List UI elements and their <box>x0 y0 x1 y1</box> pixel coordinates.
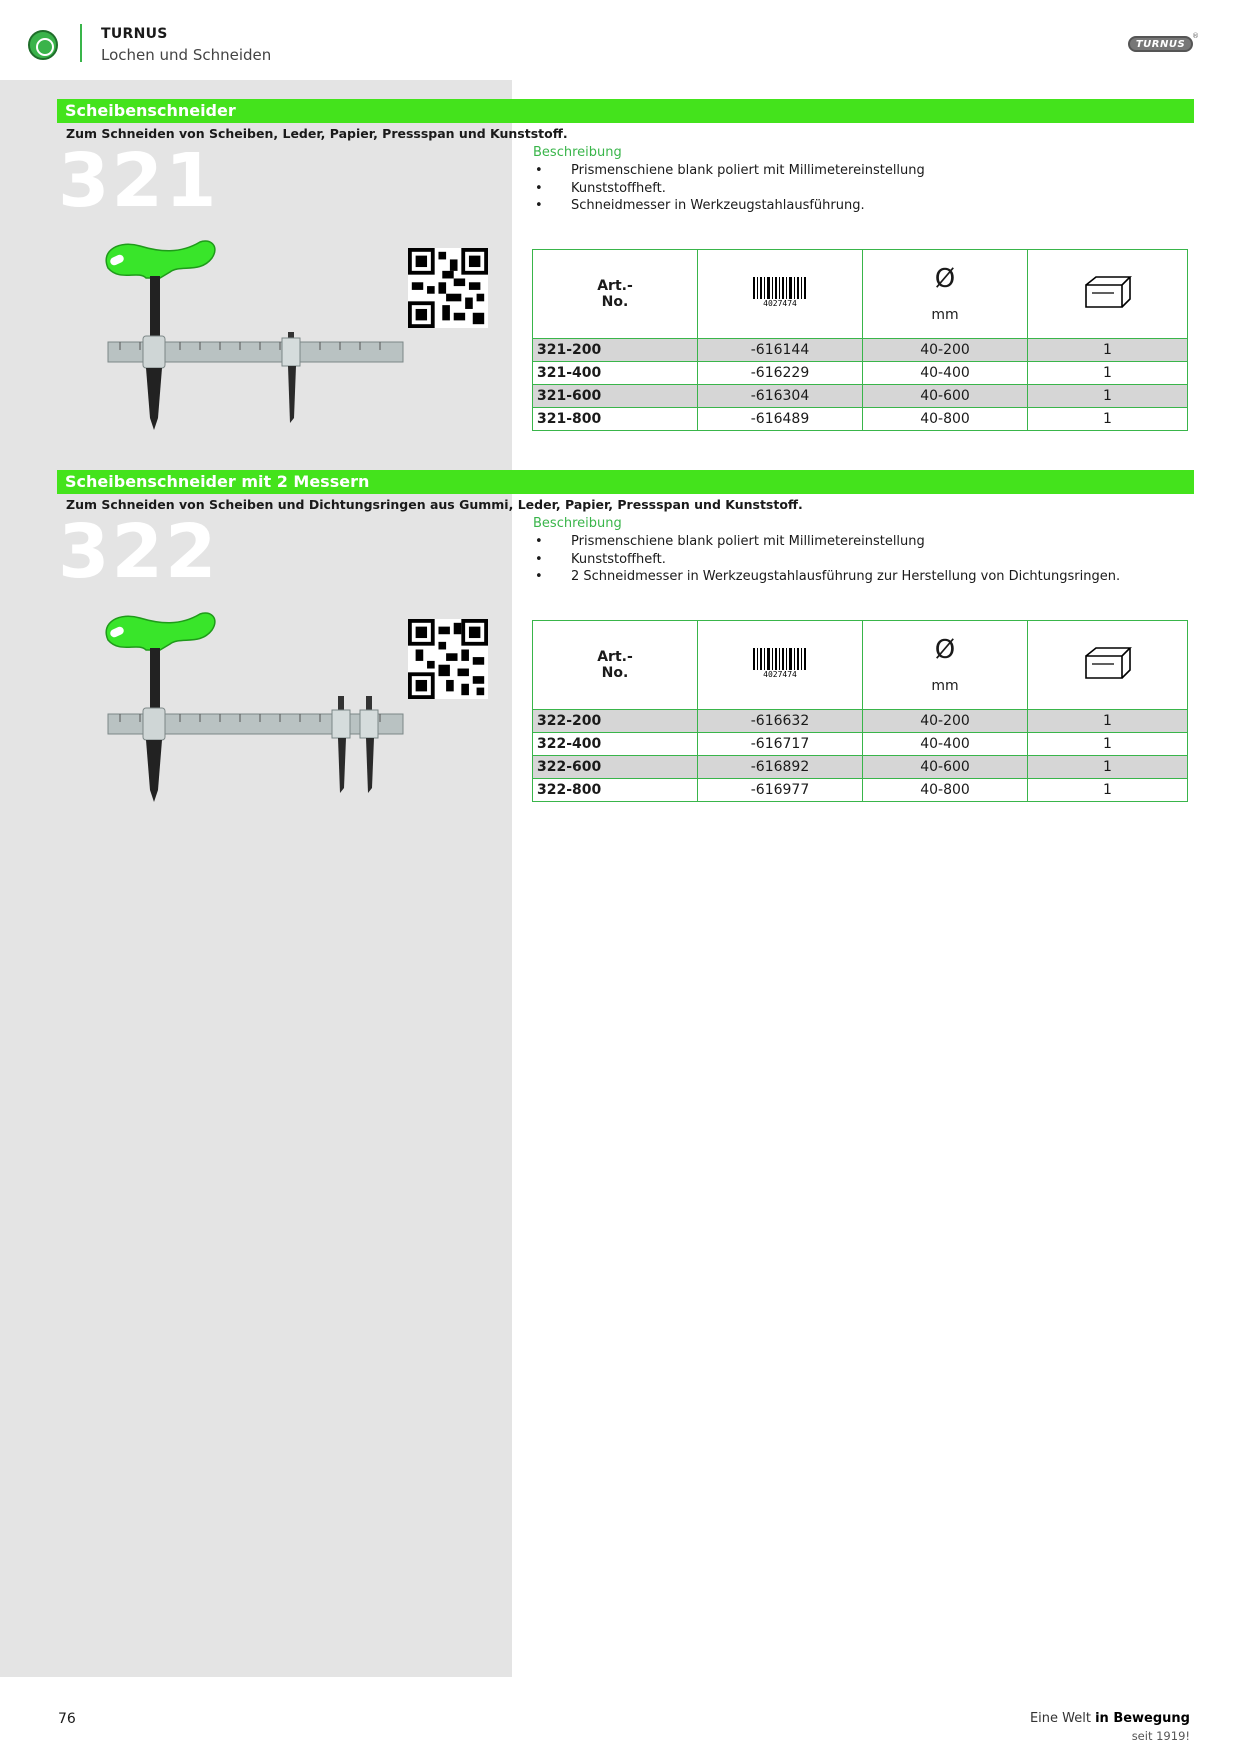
section-title-322: Scheibenschneider mit 2 Messern <box>57 470 1194 494</box>
col-header-art-no: Art.- No. <box>533 621 698 710</box>
cell-qty: 1 <box>1028 779 1188 802</box>
cell-ean: -616977 <box>698 779 863 802</box>
description-heading-322: Beschreibung <box>533 516 622 531</box>
cell-ean: -616717 <box>698 733 863 756</box>
turnus-brand-badge: TURNUS <box>1128 36 1193 52</box>
table-header-row <box>533 250 1188 339</box>
cell-range: 40-800 <box>863 779 1028 802</box>
bullet-item: • 2 Schneidmesser in Werkzeugstahlausführung zur Herstellung von Dichtungsringen. <box>533 568 1120 586</box>
table-row <box>533 756 1188 779</box>
cell-qty: 1 <box>1028 385 1188 408</box>
col-header-diameter <box>863 250 1028 339</box>
cell-art: 321-400 <box>533 362 698 385</box>
diameter-icon: Ø <box>934 264 956 294</box>
col-header-ean <box>698 250 863 339</box>
barcode-text: 4027474 <box>763 299 797 307</box>
col-header-packaging <box>1028 621 1188 710</box>
table-row <box>533 779 1188 802</box>
footer-since: seit 1919! <box>1131 1729 1190 1743</box>
cell-qty: 1 <box>1028 710 1188 733</box>
header-subtitle: Lochen und Schneiden <box>101 46 272 64</box>
cell-ean: -616304 <box>698 385 863 408</box>
cell-art: 322-600 <box>533 756 698 779</box>
cell-art: 321-600 <box>533 385 698 408</box>
cell-range: 40-400 <box>863 733 1028 756</box>
barcode-icon <box>753 277 807 307</box>
col-header-diameter <box>863 621 1028 710</box>
barcode-icon <box>753 648 807 678</box>
cell-qty: 1 <box>1028 339 1188 362</box>
cell-qty: 1 <box>1028 756 1188 779</box>
table-row <box>533 385 1188 408</box>
barcode-text: 4027474 <box>763 670 797 678</box>
qr-code-icon <box>408 619 488 699</box>
bullet-item: • Prismenschiene blank poliert mit Millimetereinstellung <box>533 533 1120 551</box>
cell-art: 321-200 <box>533 339 698 362</box>
article-table-321 <box>532 249 1188 431</box>
cell-range: 40-200 <box>863 339 1028 362</box>
cell-art: 322-200 <box>533 710 698 733</box>
cell-range: 40-400 <box>863 362 1028 385</box>
bullet-item: • Schneidmesser in Werkzeugstahlausführung. <box>533 197 925 215</box>
section-lead-322: Zum Schneiden von Scheiben und Dichtungsringen aus Gummi, Leder, Papier, Pressspan und Kunststoff. <box>66 497 803 512</box>
header-divider <box>80 24 82 62</box>
slogan-prefix: Eine Welt <box>1029 1711 1096 1726</box>
header-brand: TURNUS <box>101 26 168 42</box>
diameter-unit: mm <box>931 678 959 694</box>
circle-cutter-image-321 <box>100 238 410 438</box>
cell-ean: -616892 <box>698 756 863 779</box>
col-header-ean <box>698 621 863 710</box>
cell-range: 40-800 <box>863 408 1028 431</box>
cell-art: 322-400 <box>533 733 698 756</box>
section-title-321: Scheibenschneider <box>57 99 1194 123</box>
cell-ean: -616489 <box>698 408 863 431</box>
cell-ean: -616144 <box>698 339 863 362</box>
cell-qty: 1 <box>1028 408 1188 431</box>
diameter-icon: Ø <box>934 635 956 665</box>
cell-qty: 1 <box>1028 733 1188 756</box>
article-number-322: 322 <box>58 509 219 595</box>
table-row <box>533 408 1188 431</box>
registered-mark: ® <box>1192 32 1199 40</box>
bullet-list-321 <box>533 162 925 215</box>
table-row <box>533 733 1188 756</box>
description-heading-321: Beschreibung <box>533 145 622 160</box>
article-table-322 <box>532 620 1188 802</box>
bullet-list-322 <box>533 533 1120 586</box>
table-row <box>533 362 1188 385</box>
col-header-art-no: Art.- No. <box>533 250 698 339</box>
table-row <box>533 710 1188 733</box>
table-header-row <box>533 621 1188 710</box>
bullet-item: • Kunststoffheft. <box>533 180 925 198</box>
cell-art: 321-800 <box>533 408 698 431</box>
footer-slogan <box>1030 1711 1190 1726</box>
package-box-icon <box>1084 275 1132 309</box>
diameter-unit: mm <box>931 307 959 323</box>
cell-art: 322-800 <box>533 779 698 802</box>
slogan-bold: in Bewegung <box>1095 1711 1190 1726</box>
package-box-icon <box>1084 646 1132 680</box>
cell-range: 40-200 <box>863 710 1028 733</box>
table-row <box>533 339 1188 362</box>
cell-ean: -616632 <box>698 710 863 733</box>
bullet-item: • Kunststoffheft. <box>533 551 1120 569</box>
circle-cutter-image-322 <box>100 610 410 810</box>
company-logo <box>28 30 58 60</box>
page-number: 76 <box>58 1711 76 1727</box>
cell-range: 40-600 <box>863 385 1028 408</box>
qr-code-icon <box>408 248 488 328</box>
cell-range: 40-600 <box>863 756 1028 779</box>
article-number-321: 321 <box>58 138 219 224</box>
bullet-item: • Prismenschiene blank poliert mit Millimetereinstellung <box>533 162 925 180</box>
cell-qty: 1 <box>1028 362 1188 385</box>
col-header-packaging <box>1028 250 1188 339</box>
section-lead-321: Zum Schneiden von Scheiben, Leder, Papier, Pressspan und Kunststoff. <box>66 126 568 141</box>
cell-ean: -616229 <box>698 362 863 385</box>
